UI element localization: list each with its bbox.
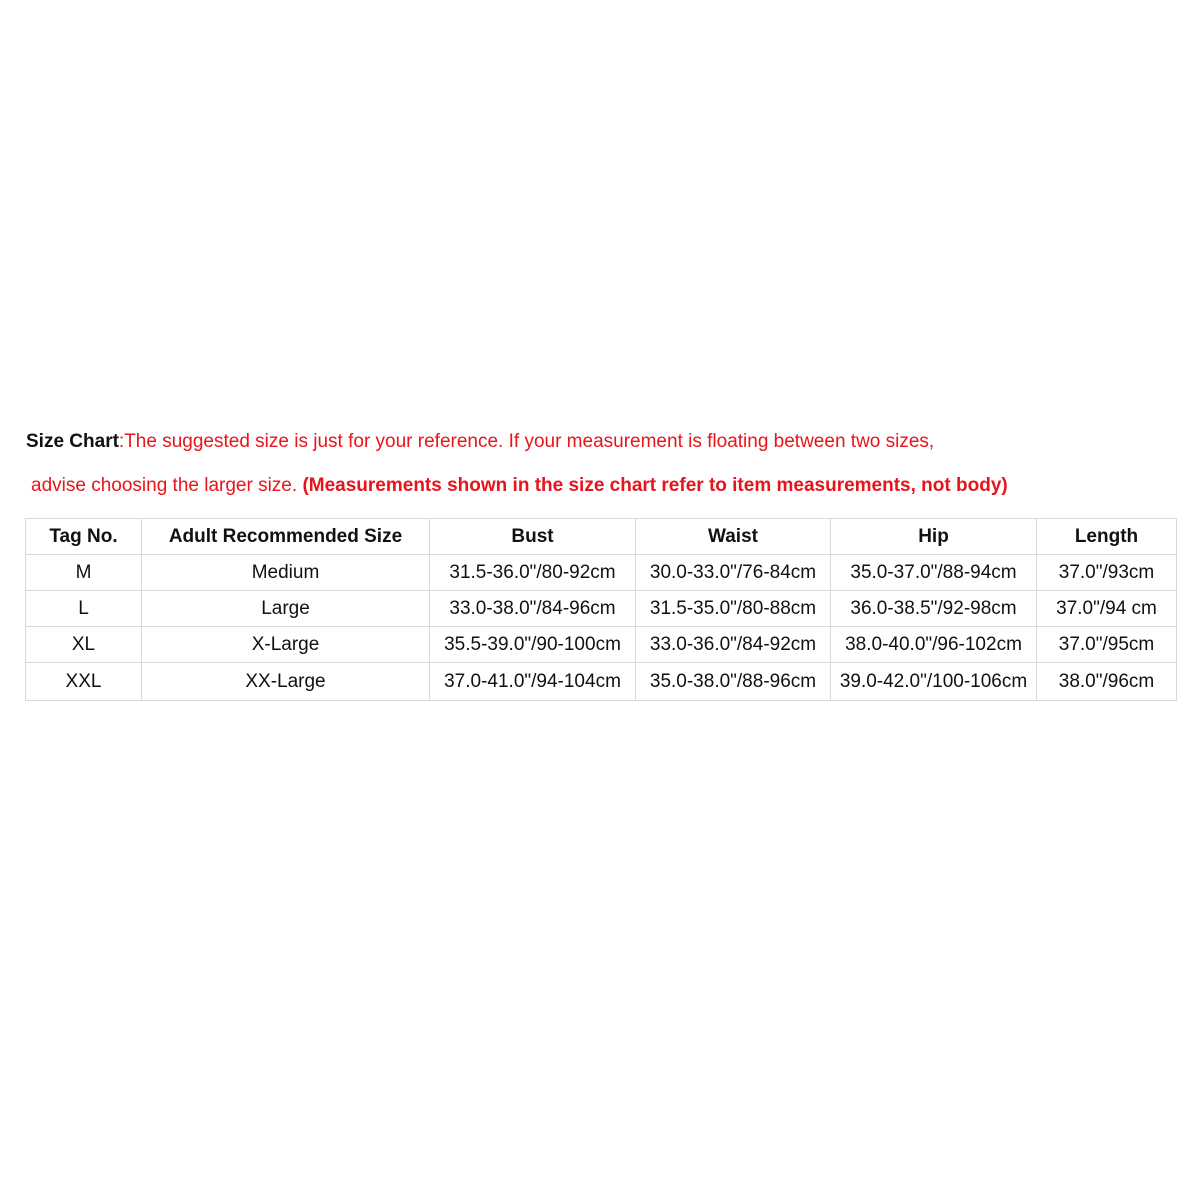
size-note-line-1 bbox=[26, 430, 934, 454]
cell-hip: 39.0-42.0"/100-106cm bbox=[831, 663, 1037, 701]
cell-length: 37.0"/93cm bbox=[1037, 555, 1177, 591]
cell-hip: 38.0-40.0"/96-102cm bbox=[831, 627, 1037, 663]
cell-size: Medium bbox=[142, 555, 430, 591]
cell-bust: 37.0-41.0"/94-104cm bbox=[430, 663, 636, 701]
cell-bust: 33.0-38.0"/84-96cm bbox=[430, 591, 636, 627]
size-note-line-2 bbox=[31, 474, 1008, 498]
cell-waist: 33.0-36.0"/84-92cm bbox=[636, 627, 831, 663]
cell-tag: M bbox=[26, 555, 142, 591]
cell-size: Large bbox=[142, 591, 430, 627]
measurement-disclaimer: (Measurements shown in the size chart refer to item measurements, not body) bbox=[302, 475, 1008, 496]
table-row bbox=[26, 627, 1177, 663]
cell-waist: 35.0-38.0"/88-96cm bbox=[636, 663, 831, 701]
header-waist: Waist bbox=[636, 519, 831, 555]
header-adult-recommended-size: Adult Recommended Size bbox=[142, 519, 430, 555]
cell-length: 37.0"/95cm bbox=[1037, 627, 1177, 663]
header-hip: Hip bbox=[831, 519, 1037, 555]
cell-tag: L bbox=[26, 591, 142, 627]
cell-size: X-Large bbox=[142, 627, 430, 663]
size-note-text-1: The suggested size is just for your reference. If your measurement is floating between two sizes, bbox=[124, 431, 935, 452]
size-chart-label: Size Chart bbox=[26, 431, 119, 452]
cell-length: 37.0"/94 cm bbox=[1037, 591, 1177, 627]
table-row bbox=[26, 555, 1177, 591]
header-length: Length bbox=[1037, 519, 1177, 555]
cell-bust: 31.5-36.0"/80-92cm bbox=[430, 555, 636, 591]
cell-size: XX-Large bbox=[142, 663, 430, 701]
table-header-row bbox=[26, 519, 1177, 555]
cell-waist: 30.0-33.0"/76-84cm bbox=[636, 555, 831, 591]
size-note-text-2: advise choosing the larger size. bbox=[31, 475, 298, 496]
cell-tag: XL bbox=[26, 627, 142, 663]
cell-waist: 31.5-35.0"/80-88cm bbox=[636, 591, 831, 627]
cell-length: 38.0"/96cm bbox=[1037, 663, 1177, 701]
header-bust: Bust bbox=[430, 519, 636, 555]
table-row bbox=[26, 591, 1177, 627]
cell-bust: 35.5-39.0"/90-100cm bbox=[430, 627, 636, 663]
size-chart-table bbox=[25, 518, 1177, 701]
table-row bbox=[26, 663, 1177, 701]
cell-tag: XXL bbox=[26, 663, 142, 701]
cell-hip: 36.0-38.5"/92-98cm bbox=[831, 591, 1037, 627]
label-colon: : bbox=[118, 431, 125, 452]
cell-hip: 35.0-37.0"/88-94cm bbox=[831, 555, 1037, 591]
header-tag-no: Tag No. bbox=[26, 519, 142, 555]
